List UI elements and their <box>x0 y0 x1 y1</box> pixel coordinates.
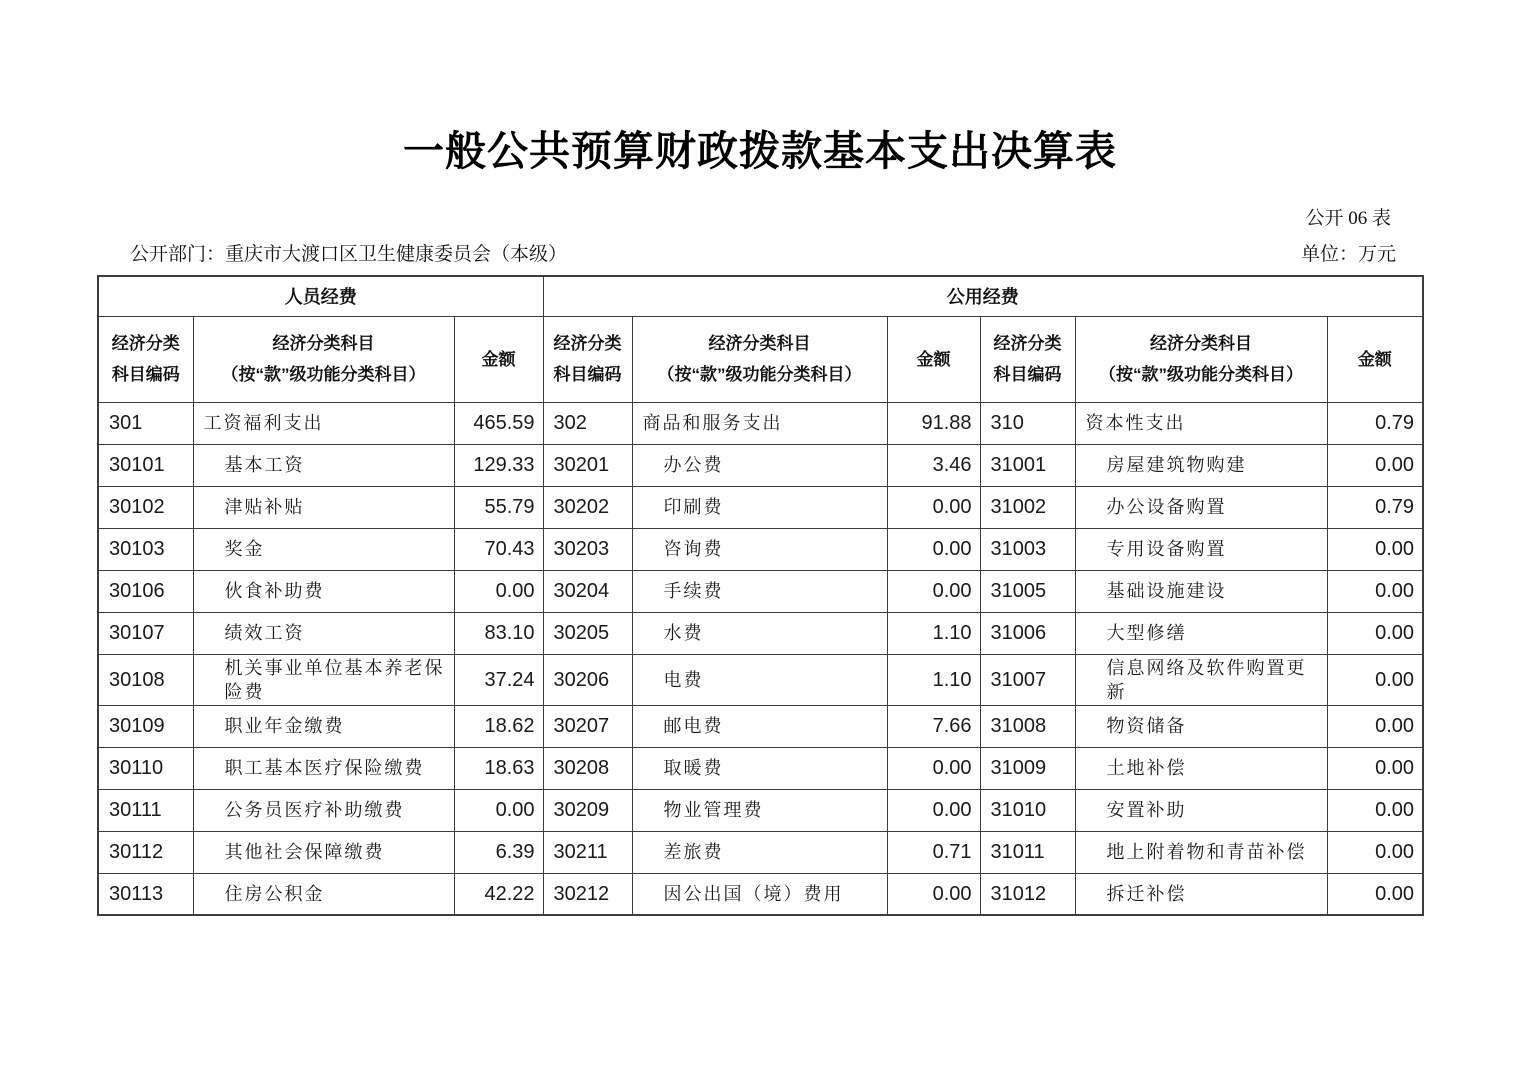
column-header-item-line2: （按“款”级功能分类科目） <box>221 365 426 384</box>
amount-cell: 0.00 <box>1327 747 1423 789</box>
code-cell: 30110 <box>98 747 193 789</box>
code-cell: 31008 <box>980 705 1075 747</box>
column-header-code-line2: 科目编码 <box>993 365 1062 384</box>
code-cell: 31005 <box>980 570 1075 612</box>
column-header-code <box>543 316 632 402</box>
column-header-amount: 金额 <box>887 316 980 402</box>
amount-cell: 0.00 <box>887 486 980 528</box>
item-cell: 土地补偿 <box>1075 747 1327 789</box>
table-row <box>98 831 1423 873</box>
table-row <box>98 747 1423 789</box>
item-cell: 取暖费 <box>632 747 887 789</box>
column-header-code-line1: 经济分类 <box>111 334 180 353</box>
amount-cell: 37.24 <box>454 654 543 705</box>
table-row <box>98 705 1423 747</box>
column-header-item-line2: （按“款”级功能分类科目） <box>657 365 862 384</box>
code-cell: 30101 <box>98 444 193 486</box>
group-header-public: 公用经费 <box>543 276 1423 316</box>
code-cell: 31011 <box>980 831 1075 873</box>
amount-cell: 0.79 <box>1327 486 1423 528</box>
meta-row <box>97 239 1422 266</box>
item-cell: 津贴补贴 <box>193 486 454 528</box>
code-cell: 30212 <box>543 873 632 915</box>
code-cell: 31003 <box>980 528 1075 570</box>
amount-cell: 0.00 <box>1327 528 1423 570</box>
code-cell: 30203 <box>543 528 632 570</box>
item-cell: 基础设施建设 <box>1075 570 1327 612</box>
item-cell: 职业年金缴费 <box>193 705 454 747</box>
amount-cell: 42.22 <box>454 873 543 915</box>
item-cell: 其他社会保障缴费 <box>193 831 454 873</box>
amount-cell: 7.66 <box>887 705 980 747</box>
column-header-amount: 金额 <box>454 316 543 402</box>
form-number: 公开 06 表 <box>1305 208 1391 229</box>
column-header-item-line1: 经济分类科目 <box>1150 334 1253 353</box>
item-cell: 机关事业单位基本养老保险费 <box>193 654 454 705</box>
item-cell: 商品和服务支出 <box>632 402 887 444</box>
amount-cell: 1.10 <box>887 612 980 654</box>
item-cell: 水费 <box>632 612 887 654</box>
column-header-code-line2: 科目编码 <box>553 365 622 384</box>
item-cell: 住房公积金 <box>193 873 454 915</box>
amount-cell: 0.00 <box>1327 789 1423 831</box>
budget-table <box>97 275 1424 916</box>
code-cell: 301 <box>98 402 193 444</box>
code-cell: 30202 <box>543 486 632 528</box>
item-cell: 拆迁补偿 <box>1075 873 1327 915</box>
item-cell: 奖金 <box>193 528 454 570</box>
amount-cell: 70.43 <box>454 528 543 570</box>
amount-cell: 0.00 <box>1327 831 1423 873</box>
code-cell: 30108 <box>98 654 193 705</box>
group-header-personnel: 人员经费 <box>98 276 543 316</box>
code-cell: 30113 <box>98 873 193 915</box>
department-label: 公开部门：重庆市大渡口区卫生健康委员会（本级） <box>130 244 568 265</box>
code-cell: 310 <box>980 402 1075 444</box>
item-cell: 伙食补助费 <box>193 570 454 612</box>
amount-cell: 18.63 <box>454 747 543 789</box>
table-row <box>98 444 1423 486</box>
column-header-item <box>1075 316 1327 402</box>
amount-cell: 83.10 <box>454 612 543 654</box>
code-cell: 31010 <box>980 789 1075 831</box>
item-cell: 因公出国（境）费用 <box>632 873 887 915</box>
table-row <box>98 570 1423 612</box>
code-cell: 30102 <box>98 486 193 528</box>
column-header-code-line2: 科目编码 <box>111 365 180 384</box>
table-row <box>98 654 1423 705</box>
code-cell: 30111 <box>98 789 193 831</box>
page-title: 一般公共预算财政拨款基本支出决算表 <box>403 128 1117 174</box>
table-row <box>98 528 1423 570</box>
table-row <box>98 486 1423 528</box>
item-cell: 电费 <box>632 654 887 705</box>
code-cell: 30205 <box>543 612 632 654</box>
table-body <box>98 402 1423 915</box>
item-cell: 绩效工资 <box>193 612 454 654</box>
item-cell: 邮电费 <box>632 705 887 747</box>
column-header-row <box>98 316 1423 402</box>
amount-cell: 1.10 <box>887 654 980 705</box>
code-cell: 30207 <box>543 705 632 747</box>
item-cell: 手续费 <box>632 570 887 612</box>
column-header-code-line1: 经济分类 <box>993 334 1062 353</box>
column-header-code-line1: 经济分类 <box>553 334 622 353</box>
code-cell: 30103 <box>98 528 193 570</box>
item-cell: 房屋建筑物购建 <box>1075 444 1327 486</box>
code-cell: 30109 <box>98 705 193 747</box>
amount-cell: 0.00 <box>1327 705 1423 747</box>
amount-cell: 0.00 <box>1327 570 1423 612</box>
amount-cell: 0.00 <box>454 570 543 612</box>
code-cell: 30206 <box>543 654 632 705</box>
column-header-item <box>632 316 887 402</box>
amount-cell: 465.59 <box>454 402 543 444</box>
table-row <box>98 612 1423 654</box>
item-cell: 信息网络及软件购置更新 <box>1075 654 1327 705</box>
amount-cell: 0.00 <box>887 528 980 570</box>
document-content <box>97 203 1422 916</box>
group-header-row <box>98 276 1423 316</box>
amount-cell: 3.46 <box>887 444 980 486</box>
code-cell: 30209 <box>543 789 632 831</box>
column-header-code <box>98 316 193 402</box>
amount-cell: 91.88 <box>887 402 980 444</box>
item-cell: 基本工资 <box>193 444 454 486</box>
amount-cell: 0.79 <box>1327 402 1423 444</box>
column-header-amount: 金额 <box>1327 316 1423 402</box>
column-header-item-line1: 经济分类科目 <box>708 334 811 353</box>
code-cell: 30204 <box>543 570 632 612</box>
amount-cell: 0.00 <box>454 789 543 831</box>
unit-label: 单位：万元 <box>1300 244 1396 265</box>
amount-cell: 0.00 <box>1327 873 1423 915</box>
amount-cell: 0.00 <box>1327 612 1423 654</box>
table-row <box>98 402 1423 444</box>
code-cell: 30112 <box>98 831 193 873</box>
item-cell: 物资储备 <box>1075 705 1327 747</box>
code-cell: 30211 <box>543 831 632 873</box>
amount-cell: 55.79 <box>454 486 543 528</box>
item-cell: 办公费 <box>632 444 887 486</box>
column-header-code <box>980 316 1075 402</box>
amount-cell: 6.39 <box>454 831 543 873</box>
column-header-item-line1: 经济分类科目 <box>272 334 375 353</box>
item-cell: 安置补助 <box>1075 789 1327 831</box>
code-cell: 30208 <box>543 747 632 789</box>
code-cell: 31001 <box>980 444 1075 486</box>
code-cell: 31009 <box>980 747 1075 789</box>
item-cell: 地上附着物和青苗补偿 <box>1075 831 1327 873</box>
code-cell: 31006 <box>980 612 1075 654</box>
item-cell: 印刷费 <box>632 486 887 528</box>
item-cell: 资本性支出 <box>1075 402 1327 444</box>
code-cell: 31002 <box>980 486 1075 528</box>
column-header-item <box>193 316 454 402</box>
amount-cell: 0.00 <box>887 873 980 915</box>
table-row <box>98 789 1423 831</box>
item-cell: 物业管理费 <box>632 789 887 831</box>
item-cell: 专用设备购置 <box>1075 528 1327 570</box>
item-cell: 工资福利支出 <box>193 402 454 444</box>
amount-cell: 0.00 <box>887 789 980 831</box>
item-cell: 职工基本医疗保险缴费 <box>193 747 454 789</box>
code-cell: 31012 <box>980 873 1075 915</box>
code-cell: 30201 <box>543 444 632 486</box>
item-cell: 差旅费 <box>632 831 887 873</box>
item-cell: 咨询费 <box>632 528 887 570</box>
amount-cell: 129.33 <box>454 444 543 486</box>
item-cell: 大型修缮 <box>1075 612 1327 654</box>
code-cell: 31007 <box>980 654 1075 705</box>
amount-cell: 18.62 <box>454 705 543 747</box>
amount-cell: 0.71 <box>887 831 980 873</box>
item-cell: 公务员医疗补助缴费 <box>193 789 454 831</box>
code-cell: 30106 <box>98 570 193 612</box>
code-cell: 302 <box>543 402 632 444</box>
amount-cell: 0.00 <box>1327 444 1423 486</box>
amount-cell: 0.00 <box>887 747 980 789</box>
table-row <box>98 873 1423 915</box>
amount-cell: 0.00 <box>1327 654 1423 705</box>
column-header-item-line2: （按“款”级功能分类科目） <box>1099 365 1304 384</box>
item-cell: 办公设备购置 <box>1075 486 1327 528</box>
amount-cell: 0.00 <box>887 570 980 612</box>
code-cell: 30107 <box>98 612 193 654</box>
